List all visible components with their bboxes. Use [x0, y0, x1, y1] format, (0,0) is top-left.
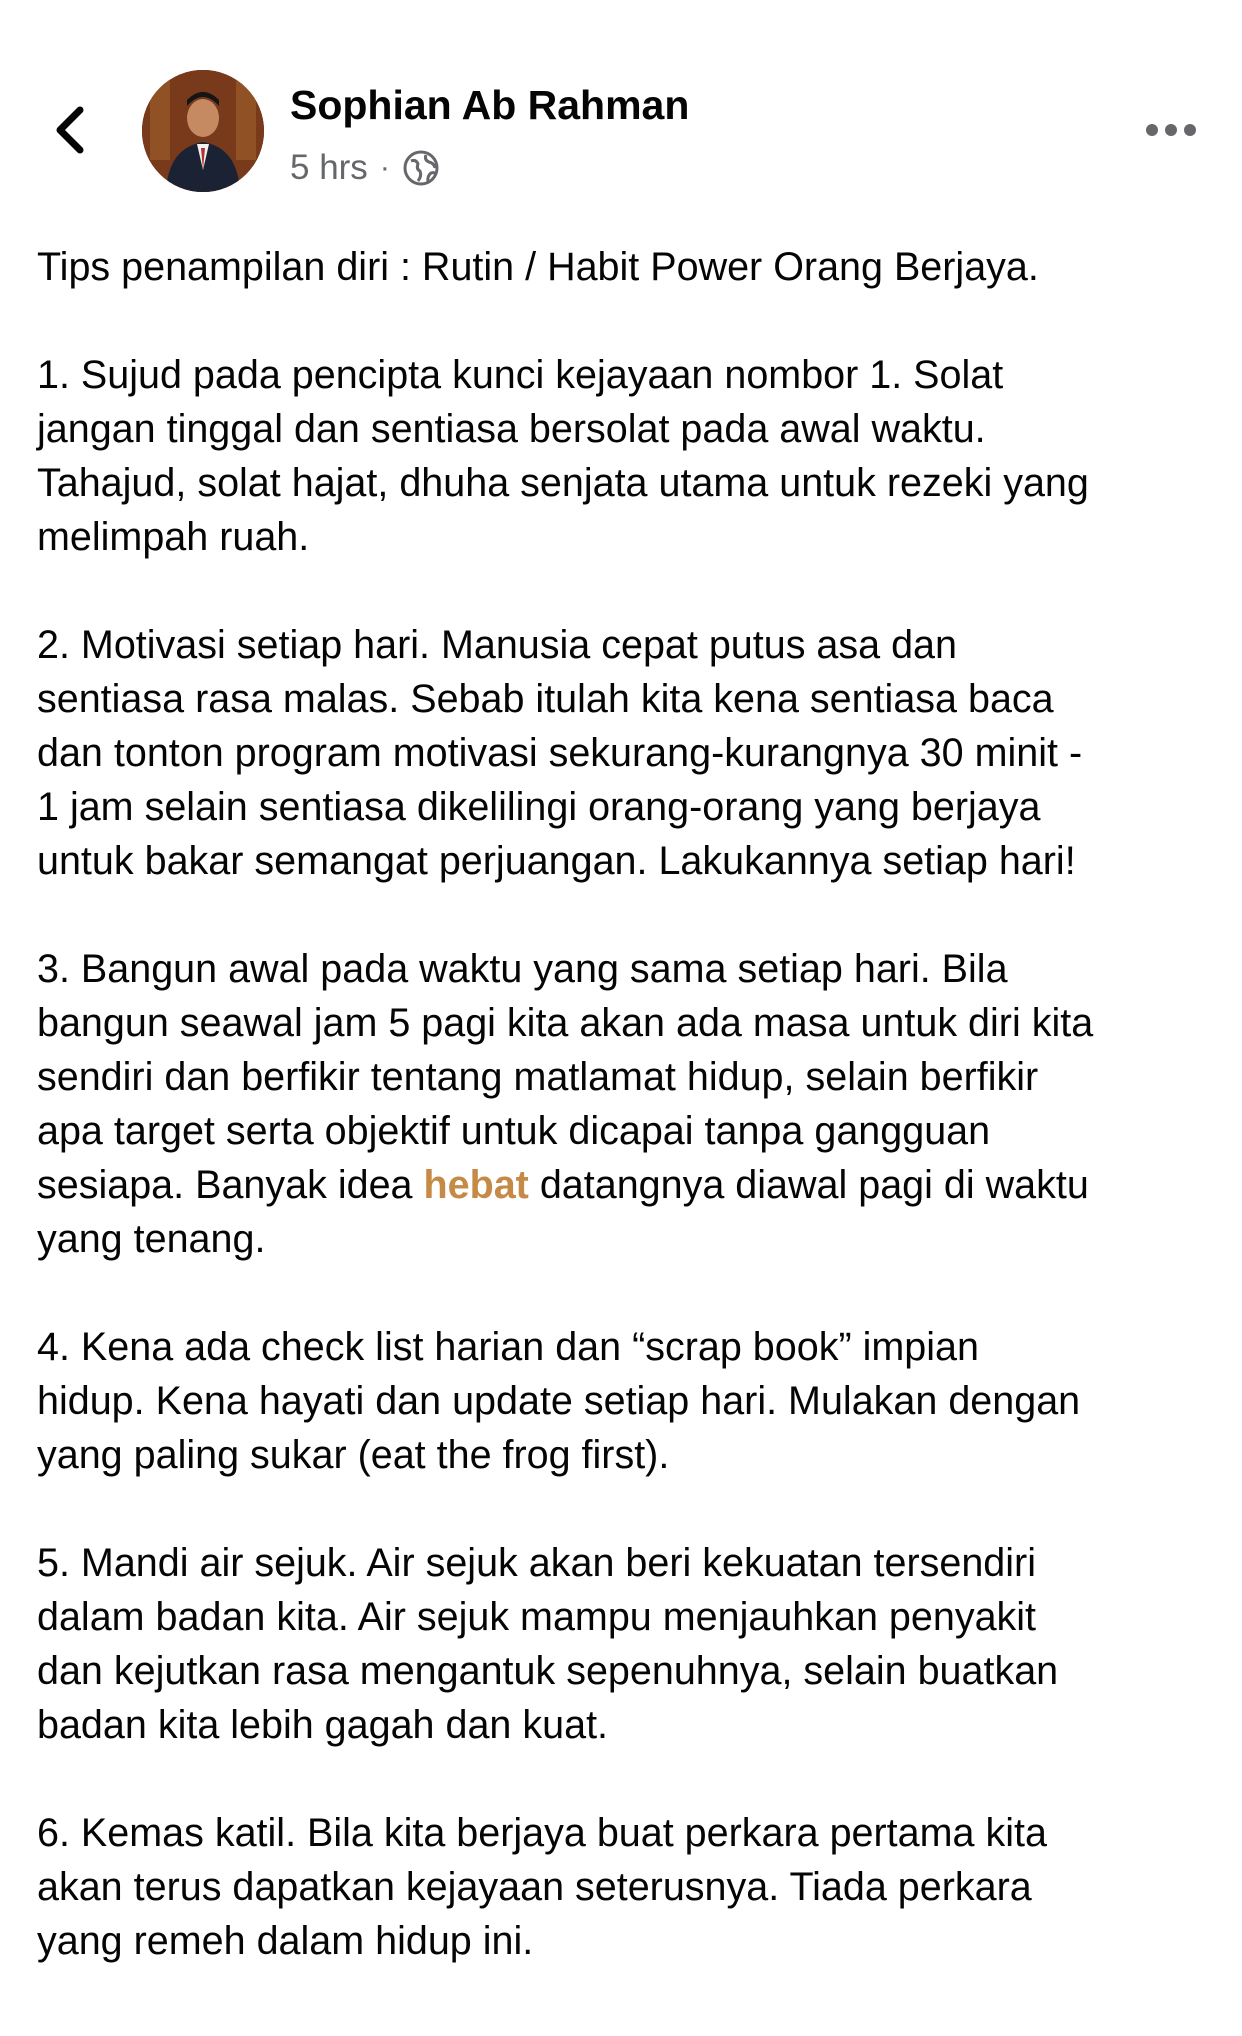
tip-line: 2. Motivasi setiap hari. Manusia cepat putus asa dan	[37, 623, 957, 667]
more-horizontal-icon	[1145, 123, 1197, 137]
tip-line: 4. Kena ada check list harian dan “scrap book” impian	[37, 1325, 979, 1369]
tip-6	[37, 1806, 1217, 1968]
tip-line: jangan tinggal dan sentiasa bersolat pada awal waktu.	[37, 407, 986, 451]
tip-line: 1. Sujud pada pencipta kunci kejayaan nombor 1. Solat	[37, 353, 1004, 397]
tip-line: 5. Mandi air sejuk. Air sejuk akan beri kekuatan tersendiri	[37, 1541, 1036, 1585]
tip-line: yang paling sukar (eat the frog first).	[37, 1433, 670, 1477]
tip-line: sesiapa. Banyak idea hebat datangnya diawal pagi di waktu	[37, 1163, 1089, 1207]
tip-line: yang remeh dalam hidup ini.	[37, 1919, 534, 1963]
tip-line: melimpah ruah.	[37, 515, 310, 559]
avatar[interactable]	[142, 70, 264, 192]
globe-icon[interactable]	[402, 149, 440, 187]
tip-line: yang tenang.	[37, 1217, 266, 1261]
tip-line: dan kejutkan rasa mengantuk sepenuhnya, selain buatkan	[37, 1649, 1059, 1693]
author-name[interactable]: Sophian Ab Rahman	[290, 82, 690, 128]
tip-5	[37, 1536, 1217, 1752]
tip-4	[37, 1320, 1217, 1482]
tip-line: bangun seawal jam 5 pagi kita akan ada masa untuk diri kita	[37, 1001, 1094, 1045]
tip-line: hidup. Kena hayati dan update setiap hari. Mulakan dengan	[37, 1379, 1081, 1423]
post-time[interactable]: 5 hrs	[290, 148, 368, 187]
hashtag-link[interactable]: hebat	[423, 1163, 529, 1207]
tip-line: untuk bakar semangat perjuangan. Lakukannya setiap hari!	[37, 839, 1076, 883]
meta-separator: ·	[379, 151, 390, 184]
post-title: Tips penampilan diri : Rutin / Habit Power Orang Berjaya.	[37, 245, 1039, 289]
tip-line: dalam badan kita. Air sejuk mampu menjauhkan penyakit	[37, 1595, 1037, 1639]
tip-line: akan terus dapatkan kejayaan seterusnya. Tiada perkara	[37, 1865, 1032, 1909]
post-header	[0, 0, 1242, 230]
tip-line: 6. Kemas katil. Bila kita berjaya buat perkara pertama kita	[37, 1811, 1047, 1855]
tip-line: 3. Bangun awal pada waktu yang sama setiap hari. Bila	[37, 947, 1008, 991]
tip-line: sendiri dan berfikir tentang matlamat hidup, selain berfikir	[37, 1055, 1039, 1099]
tip-3	[37, 942, 1217, 1266]
tip-line: apa target serta objektif untuk dicapai tanpa gangguan	[37, 1109, 991, 1153]
tip-line: Tahajud, solat hajat, dhuha senjata utama untuk rezeki yang	[37, 461, 1089, 505]
tip-1	[37, 348, 1217, 564]
chevron-left-icon	[52, 104, 88, 156]
more-options-button[interactable]	[1136, 108, 1206, 152]
tip-2	[37, 618, 1217, 888]
tip-line: dan tonton program motivasi sekurang-kurangnya 30 minit -	[37, 731, 1083, 775]
post-meta	[290, 146, 440, 190]
profile-photo	[142, 70, 264, 192]
tip-line: sentiasa rasa malas. Sebab itulah kita kena sentiasa baca	[37, 677, 1054, 721]
back-button[interactable]	[40, 92, 100, 168]
tip-line: badan kita lebih gagah dan kuat.	[37, 1703, 609, 1747]
post-text	[37, 240, 1217, 2022]
tip-line: 1 jam selain sentiasa dikelilingi orang-orang yang berjaya	[37, 785, 1041, 829]
